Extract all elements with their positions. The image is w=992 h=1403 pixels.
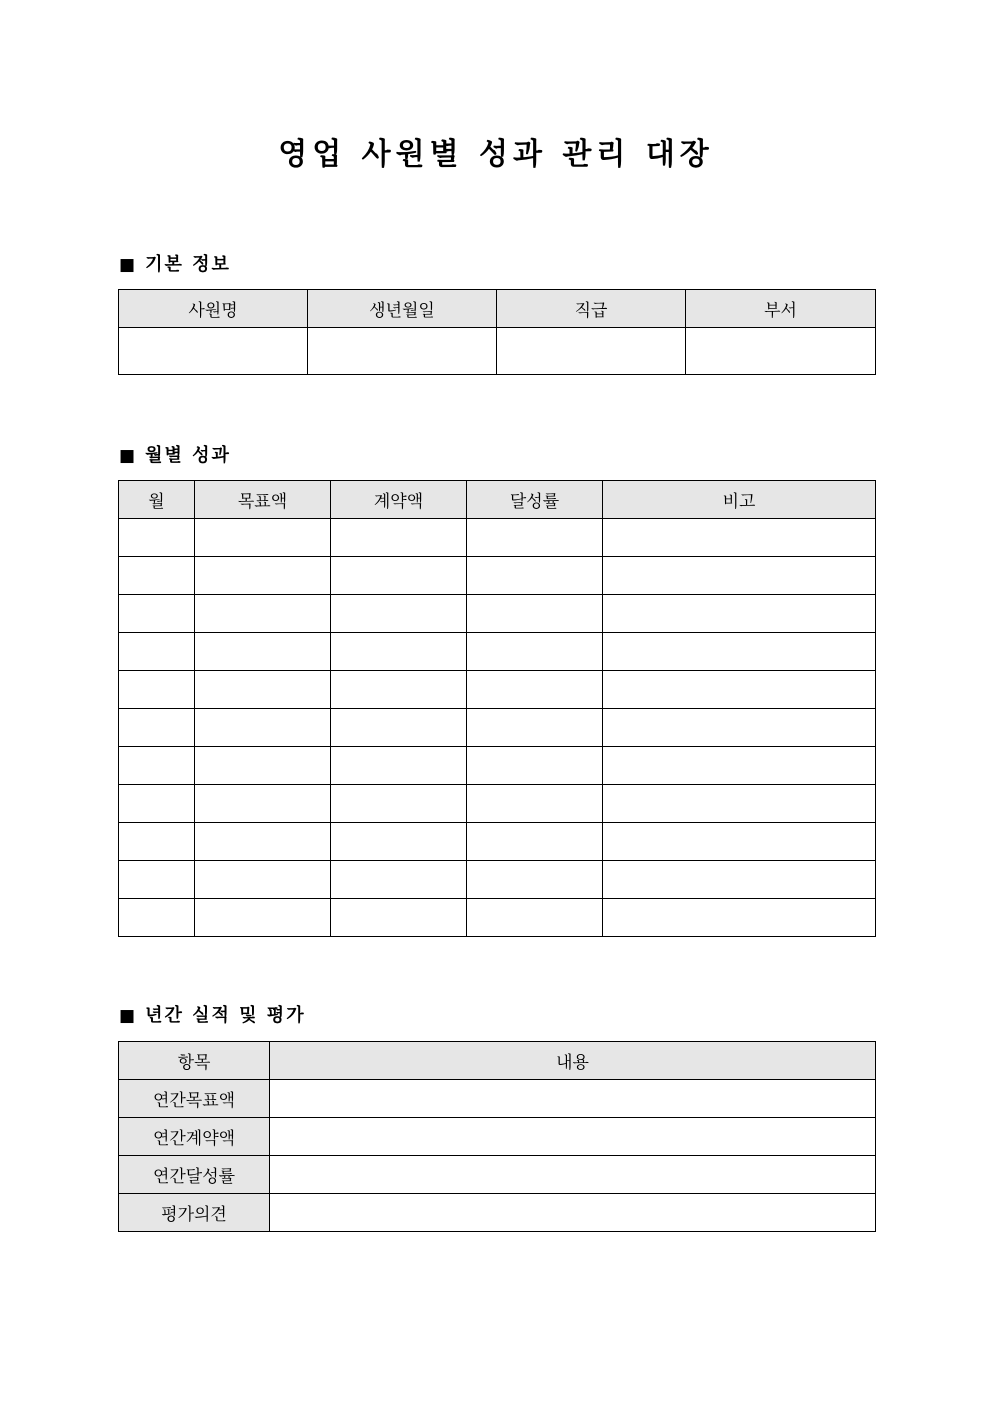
target-amount-cell[interactable] bbox=[195, 709, 331, 747]
month-cell[interactable] bbox=[119, 823, 195, 861]
column-header-birthdate: 생년월일 bbox=[308, 290, 497, 328]
target-amount-cell[interactable] bbox=[195, 823, 331, 861]
achievement-rate-cell[interactable] bbox=[467, 899, 603, 937]
remarks-cell[interactable] bbox=[603, 709, 876, 747]
section-heading-basic-info bbox=[119, 252, 231, 278]
table-row bbox=[119, 709, 876, 747]
basic-info-table bbox=[118, 289, 876, 375]
contract-amount-cell[interactable] bbox=[331, 861, 467, 899]
target-amount-cell[interactable] bbox=[195, 785, 331, 823]
column-header-achievement-rate: 달성률 bbox=[467, 481, 603, 519]
monthly-performance-table bbox=[118, 480, 876, 937]
achievement-rate-cell[interactable] bbox=[467, 785, 603, 823]
table-row bbox=[119, 595, 876, 633]
section-heading-label: 월별 성과 bbox=[145, 445, 231, 466]
table-row bbox=[119, 747, 876, 785]
table-row bbox=[119, 823, 876, 861]
table-row bbox=[119, 899, 876, 937]
achievement-rate-cell[interactable] bbox=[467, 633, 603, 671]
target-amount-cell[interactable] bbox=[195, 633, 331, 671]
column-header-department: 부서 bbox=[686, 290, 876, 328]
section-heading-annual bbox=[119, 1003, 306, 1029]
square-bullet-icon: ■ bbox=[119, 255, 138, 275]
remarks-cell[interactable] bbox=[603, 557, 876, 595]
remarks-cell[interactable] bbox=[603, 633, 876, 671]
annual-contract-cell[interactable] bbox=[270, 1118, 876, 1156]
column-header-month: 월 bbox=[119, 481, 195, 519]
column-header-remarks: 비고 bbox=[603, 481, 876, 519]
column-header-content: 내용 bbox=[270, 1042, 876, 1080]
table-header-row bbox=[119, 290, 876, 328]
row-label-evaluation: 평가의견 bbox=[119, 1194, 270, 1232]
monthly-table-body bbox=[119, 519, 876, 937]
square-bullet-icon: ■ bbox=[119, 1006, 138, 1026]
table-row bbox=[119, 633, 876, 671]
target-amount-cell[interactable] bbox=[195, 557, 331, 595]
target-amount-cell[interactable] bbox=[195, 899, 331, 937]
table-header-row bbox=[119, 1042, 876, 1080]
achievement-rate-cell[interactable] bbox=[467, 823, 603, 861]
section-heading-label: 기본 정보 bbox=[145, 254, 231, 275]
month-cell[interactable] bbox=[119, 633, 195, 671]
table-row bbox=[119, 557, 876, 595]
contract-amount-cell[interactable] bbox=[331, 899, 467, 937]
month-cell[interactable] bbox=[119, 519, 195, 557]
table-row bbox=[119, 785, 876, 823]
birthdate-cell[interactable] bbox=[308, 328, 497, 375]
square-bullet-icon: ■ bbox=[119, 446, 138, 466]
contract-amount-cell[interactable] bbox=[331, 557, 467, 595]
annual-target-cell[interactable] bbox=[270, 1080, 876, 1118]
table-row bbox=[119, 1080, 876, 1118]
contract-amount-cell[interactable] bbox=[331, 633, 467, 671]
table-row bbox=[119, 671, 876, 709]
month-cell[interactable] bbox=[119, 785, 195, 823]
month-cell[interactable] bbox=[119, 595, 195, 633]
employee-name-cell[interactable] bbox=[119, 328, 308, 375]
month-cell[interactable] bbox=[119, 671, 195, 709]
remarks-cell[interactable] bbox=[603, 595, 876, 633]
document-title: 영업 사원별 성과 관리 대장 bbox=[278, 137, 714, 172]
evaluation-cell[interactable] bbox=[270, 1194, 876, 1232]
table-row bbox=[119, 861, 876, 899]
target-amount-cell[interactable] bbox=[195, 861, 331, 899]
column-header-position: 직급 bbox=[497, 290, 686, 328]
table-row bbox=[119, 1194, 876, 1232]
target-amount-cell[interactable] bbox=[195, 747, 331, 785]
column-header-item: 항목 bbox=[119, 1042, 270, 1080]
achievement-rate-cell[interactable] bbox=[467, 595, 603, 633]
month-cell[interactable] bbox=[119, 557, 195, 595]
position-cell[interactable] bbox=[497, 328, 686, 375]
section-heading-label: 년간 실적 및 평가 bbox=[145, 1005, 306, 1026]
remarks-cell[interactable] bbox=[603, 861, 876, 899]
table-row bbox=[119, 519, 876, 557]
contract-amount-cell[interactable] bbox=[331, 785, 467, 823]
achievement-rate-cell[interactable] bbox=[467, 747, 603, 785]
achievement-rate-cell[interactable] bbox=[467, 519, 603, 557]
achievement-rate-cell[interactable] bbox=[467, 709, 603, 747]
target-amount-cell[interactable] bbox=[195, 595, 331, 633]
row-label-annual-achievement: 연간달성률 bbox=[119, 1156, 270, 1194]
remarks-cell[interactable] bbox=[603, 747, 876, 785]
contract-amount-cell[interactable] bbox=[331, 671, 467, 709]
table-row bbox=[119, 1118, 876, 1156]
contract-amount-cell[interactable] bbox=[331, 823, 467, 861]
month-cell[interactable] bbox=[119, 709, 195, 747]
contract-amount-cell[interactable] bbox=[331, 595, 467, 633]
achievement-rate-cell[interactable] bbox=[467, 671, 603, 709]
target-amount-cell[interactable] bbox=[195, 671, 331, 709]
column-header-target-amount: 목표액 bbox=[195, 481, 331, 519]
column-header-name: 사원명 bbox=[119, 290, 308, 328]
remarks-cell[interactable] bbox=[603, 899, 876, 937]
achievement-rate-cell[interactable] bbox=[467, 861, 603, 899]
section-heading-monthly bbox=[119, 443, 231, 469]
row-label-annual-target: 연간목표액 bbox=[119, 1080, 270, 1118]
target-amount-cell[interactable] bbox=[195, 519, 331, 557]
table-header-row bbox=[119, 481, 876, 519]
month-cell[interactable] bbox=[119, 899, 195, 937]
annual-achievement-cell[interactable] bbox=[270, 1156, 876, 1194]
remarks-cell[interactable] bbox=[603, 785, 876, 823]
row-label-annual-contract: 연간계약액 bbox=[119, 1118, 270, 1156]
remarks-cell[interactable] bbox=[603, 519, 876, 557]
annual-evaluation-table bbox=[118, 1041, 876, 1232]
table-row bbox=[119, 1156, 876, 1194]
column-header-contract-amount: 계약액 bbox=[331, 481, 467, 519]
department-cell[interactable] bbox=[686, 328, 876, 375]
contract-amount-cell[interactable] bbox=[331, 747, 467, 785]
remarks-cell[interactable] bbox=[603, 671, 876, 709]
month-cell[interactable] bbox=[119, 747, 195, 785]
achievement-rate-cell[interactable] bbox=[467, 557, 603, 595]
contract-amount-cell[interactable] bbox=[331, 519, 467, 557]
remarks-cell[interactable] bbox=[603, 823, 876, 861]
month-cell[interactable] bbox=[119, 861, 195, 899]
table-row bbox=[119, 328, 876, 375]
contract-amount-cell[interactable] bbox=[331, 709, 467, 747]
